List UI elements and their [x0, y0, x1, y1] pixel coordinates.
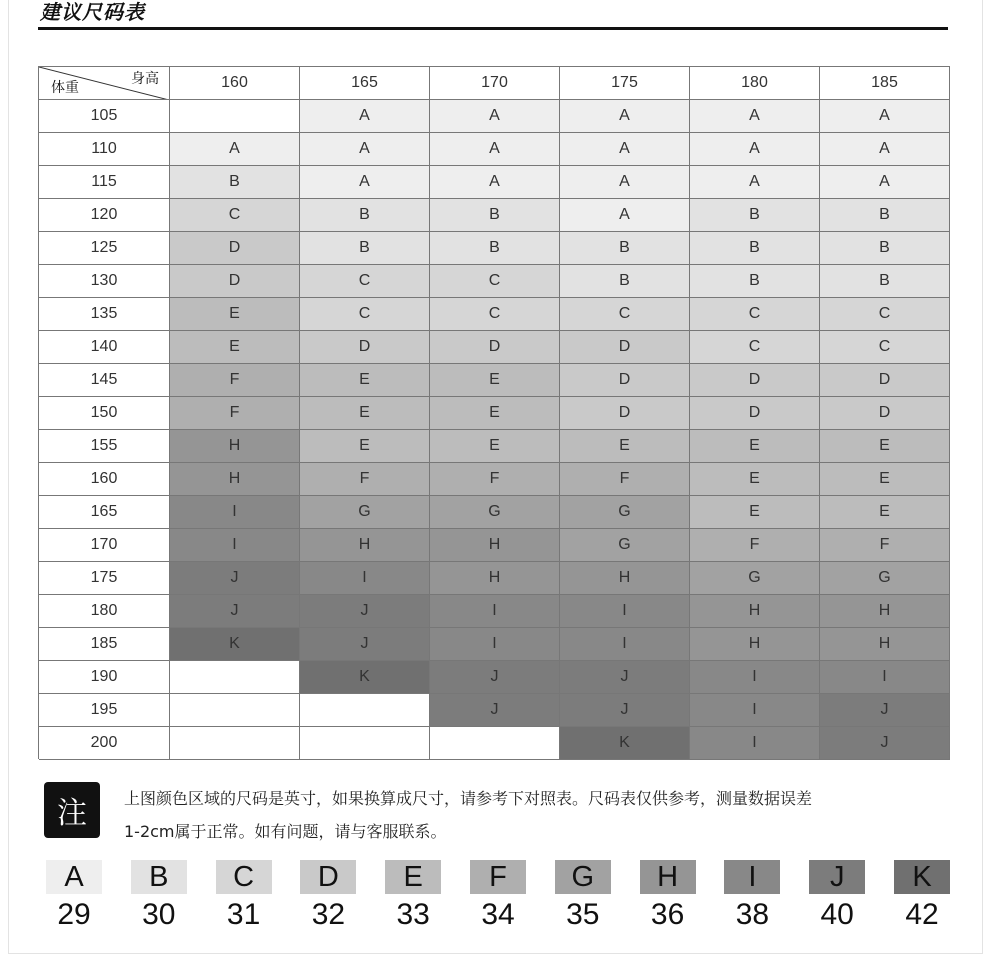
- size-cell: H: [430, 529, 560, 562]
- size-cell: E: [170, 331, 300, 364]
- size-cell: [170, 694, 300, 727]
- size-cell: [170, 727, 300, 760]
- size-cell: I: [560, 595, 690, 628]
- weight-header-cell: 155: [39, 430, 170, 463]
- size-cell: A: [430, 133, 560, 166]
- size-cell: E: [300, 364, 430, 397]
- size-cell: J: [170, 562, 300, 595]
- legend-size-value: 33: [396, 898, 430, 931]
- size-cell: E: [690, 496, 820, 529]
- weight-header-cell: 145: [39, 364, 170, 397]
- size-cell: B: [430, 232, 560, 265]
- size-cell: I: [690, 694, 820, 727]
- size-cell: I: [690, 727, 820, 760]
- weight-header-cell: 105: [39, 100, 170, 133]
- size-cell: I: [560, 628, 690, 661]
- size-cell: E: [430, 430, 560, 463]
- size-cell: E: [300, 397, 430, 430]
- title-divider: [38, 27, 948, 30]
- size-cell: J: [820, 694, 950, 727]
- legend-size-letter: E: [385, 860, 441, 894]
- size-cell: F: [690, 529, 820, 562]
- size-cell: C: [820, 298, 950, 331]
- size-cell: F: [170, 364, 300, 397]
- size-cell: G: [300, 496, 430, 529]
- size-cell: D: [560, 364, 690, 397]
- size-cell: B: [820, 232, 950, 265]
- size-cell: B: [820, 265, 950, 298]
- legend-size-letter: C: [216, 860, 272, 894]
- size-cell: H: [300, 529, 430, 562]
- size-cell: K: [560, 727, 690, 760]
- legend-size-letter: K: [894, 860, 950, 894]
- size-cell: E: [430, 364, 560, 397]
- size-cell: B: [690, 199, 820, 232]
- weight-axis-label: 体重: [51, 79, 79, 95]
- size-cell: G: [690, 562, 820, 595]
- legend-item: [216, 860, 272, 932]
- weight-header-cell: 195: [39, 694, 170, 727]
- size-cell: D: [820, 397, 950, 430]
- legend-size-letter: H: [640, 860, 696, 894]
- size-cell: E: [560, 430, 690, 463]
- size-cell: H: [690, 628, 820, 661]
- size-cell: I: [170, 496, 300, 529]
- legend-size-value: 40: [820, 898, 854, 931]
- size-cell: I: [820, 661, 950, 694]
- size-cell: D: [560, 331, 690, 364]
- size-cell: G: [820, 562, 950, 595]
- size-cell: C: [430, 265, 560, 298]
- weight-header-cell: 150: [39, 397, 170, 430]
- size-cell: I: [170, 529, 300, 562]
- size-cell: A: [820, 133, 950, 166]
- legend-size-value: 42: [905, 898, 939, 931]
- size-cell: J: [300, 628, 430, 661]
- table-corner-header: [39, 67, 170, 100]
- size-cell: J: [170, 595, 300, 628]
- height-header-cell: 175: [560, 67, 690, 100]
- size-cell: D: [820, 364, 950, 397]
- size-cell: B: [560, 232, 690, 265]
- legend-size-value: 30: [142, 898, 176, 931]
- size-cell: C: [300, 265, 430, 298]
- size-cell: D: [170, 265, 300, 298]
- size-cell: A: [170, 133, 300, 166]
- size-cell: E: [430, 397, 560, 430]
- weight-header-cell: 130: [39, 265, 170, 298]
- size-cell: D: [430, 331, 560, 364]
- legend-item: [809, 860, 865, 932]
- size-cell: J: [430, 661, 560, 694]
- size-cell: B: [690, 232, 820, 265]
- size-table: [38, 66, 950, 759]
- legend-item: [46, 860, 102, 932]
- note-text: [124, 782, 954, 848]
- legend-size-letter: F: [470, 860, 526, 894]
- size-cell: E: [820, 496, 950, 529]
- size-cell: I: [430, 628, 560, 661]
- legend-size-letter: A: [46, 860, 102, 894]
- size-cell: J: [560, 661, 690, 694]
- size-cell: B: [300, 232, 430, 265]
- weight-header-cell: 180: [39, 595, 170, 628]
- size-cell: I: [430, 595, 560, 628]
- legend-size-value: 31: [226, 898, 261, 931]
- size-cell: H: [170, 463, 300, 496]
- size-cell: E: [690, 430, 820, 463]
- size-cell: C: [690, 298, 820, 331]
- height-header-cell: 185: [820, 67, 950, 100]
- size-cell: D: [560, 397, 690, 430]
- size-cell: J: [820, 727, 950, 760]
- legend-item: [555, 860, 611, 932]
- size-cell: [170, 661, 300, 694]
- size-cell: D: [690, 397, 820, 430]
- size-cell: F: [300, 463, 430, 496]
- legend-size-value: 34: [481, 898, 515, 931]
- size-cell: G: [560, 496, 690, 529]
- legend-item: [300, 860, 356, 932]
- height-header-cell: 160: [170, 67, 300, 100]
- size-cell: D: [300, 331, 430, 364]
- note-line-1: 上图颜色区域的尺码是英寸，如果换算成尺寸，请参考下对照表。尺码表仅供参考，测量数据误差: [124, 789, 813, 808]
- size-cell: E: [820, 463, 950, 496]
- size-cell: A: [560, 100, 690, 133]
- size-cell: G: [430, 496, 560, 529]
- legend-size-letter: D: [300, 860, 356, 894]
- size-cell: F: [560, 463, 690, 496]
- legend-size-value: 38: [735, 898, 770, 931]
- legend-size-value: 35: [566, 898, 600, 931]
- note-line-2: 1-2cm属于正常。如有问题，请与客服联系。: [124, 822, 447, 841]
- weight-header-cell: 170: [39, 529, 170, 562]
- weight-header-cell: 110: [39, 133, 170, 166]
- size-cell: F: [430, 463, 560, 496]
- size-cell: A: [820, 166, 950, 199]
- size-cell: C: [430, 298, 560, 331]
- size-cell: I: [300, 562, 430, 595]
- size-cell: A: [560, 133, 690, 166]
- size-cell: B: [820, 199, 950, 232]
- weight-header-cell: 175: [39, 562, 170, 595]
- size-cell: H: [820, 595, 950, 628]
- weight-header-cell: 160: [39, 463, 170, 496]
- weight-header-cell: 185: [39, 628, 170, 661]
- size-cell: J: [300, 595, 430, 628]
- size-cell: K: [170, 628, 300, 661]
- size-cell: A: [560, 166, 690, 199]
- size-cell: B: [560, 265, 690, 298]
- size-cell: A: [690, 100, 820, 133]
- legend-item: [640, 860, 696, 932]
- legend-size-letter: B: [131, 860, 187, 894]
- size-cell: K: [300, 661, 430, 694]
- legend-item: [131, 860, 187, 932]
- size-cell: H: [690, 595, 820, 628]
- height-axis-label: 身高: [131, 70, 159, 86]
- size-cell: A: [690, 133, 820, 166]
- weight-header-cell: 165: [39, 496, 170, 529]
- size-cell: E: [820, 430, 950, 463]
- size-cell: C: [820, 331, 950, 364]
- size-cell: C: [560, 298, 690, 331]
- size-cell: A: [300, 133, 430, 166]
- weight-header-cell: 120: [39, 199, 170, 232]
- size-cell: J: [430, 694, 560, 727]
- size-cell: A: [690, 166, 820, 199]
- height-header-cell: 165: [300, 67, 430, 100]
- weight-header-cell: 190: [39, 661, 170, 694]
- weight-header-cell: 115: [39, 166, 170, 199]
- height-header-cell: 180: [690, 67, 820, 100]
- size-cell: G: [560, 529, 690, 562]
- size-cell: H: [560, 562, 690, 595]
- legend-size-value: 32: [311, 898, 346, 931]
- size-cell: E: [300, 430, 430, 463]
- size-cell: [300, 727, 430, 760]
- size-cell: E: [170, 298, 300, 331]
- legend-size-value: 36: [650, 898, 685, 931]
- legend-size-letter: J: [809, 860, 865, 894]
- size-cell: B: [170, 166, 300, 199]
- size-legend: [46, 860, 950, 940]
- size-cell: H: [170, 430, 300, 463]
- height-header-cell: 170: [430, 67, 560, 100]
- size-cell: C: [690, 331, 820, 364]
- page-title: 建议尺码表: [40, 0, 145, 24]
- size-cell: C: [300, 298, 430, 331]
- size-cell: D: [690, 364, 820, 397]
- size-cell: B: [430, 199, 560, 232]
- size-cell: J: [560, 694, 690, 727]
- legend-item: [470, 860, 526, 932]
- size-cell: D: [170, 232, 300, 265]
- size-cell: A: [820, 100, 950, 133]
- size-cell: [300, 694, 430, 727]
- size-cell: F: [170, 397, 300, 430]
- weight-header-cell: 200: [39, 727, 170, 760]
- size-cell: [430, 727, 560, 760]
- legend-item: [724, 860, 780, 932]
- legend-size-letter: G: [555, 860, 611, 894]
- legend-size-letter: I: [724, 860, 780, 894]
- size-cell: E: [690, 463, 820, 496]
- size-cell: C: [170, 199, 300, 232]
- size-cell: I: [690, 661, 820, 694]
- size-cell: H: [820, 628, 950, 661]
- size-cell: A: [300, 166, 430, 199]
- size-cell: A: [430, 166, 560, 199]
- note-badge: 注: [44, 782, 100, 838]
- legend-item: [894, 860, 950, 932]
- weight-header-cell: 125: [39, 232, 170, 265]
- size-cell: B: [300, 199, 430, 232]
- weight-header-cell: 135: [39, 298, 170, 331]
- size-cell: A: [300, 100, 430, 133]
- size-cell: B: [690, 265, 820, 298]
- size-cell: [170, 100, 300, 133]
- size-cell: A: [560, 199, 690, 232]
- legend-size-value: 29: [57, 898, 91, 931]
- legend-item: [385, 860, 441, 932]
- size-cell: H: [430, 562, 560, 595]
- size-cell: A: [430, 100, 560, 133]
- size-cell: F: [820, 529, 950, 562]
- weight-header-cell: 140: [39, 331, 170, 364]
